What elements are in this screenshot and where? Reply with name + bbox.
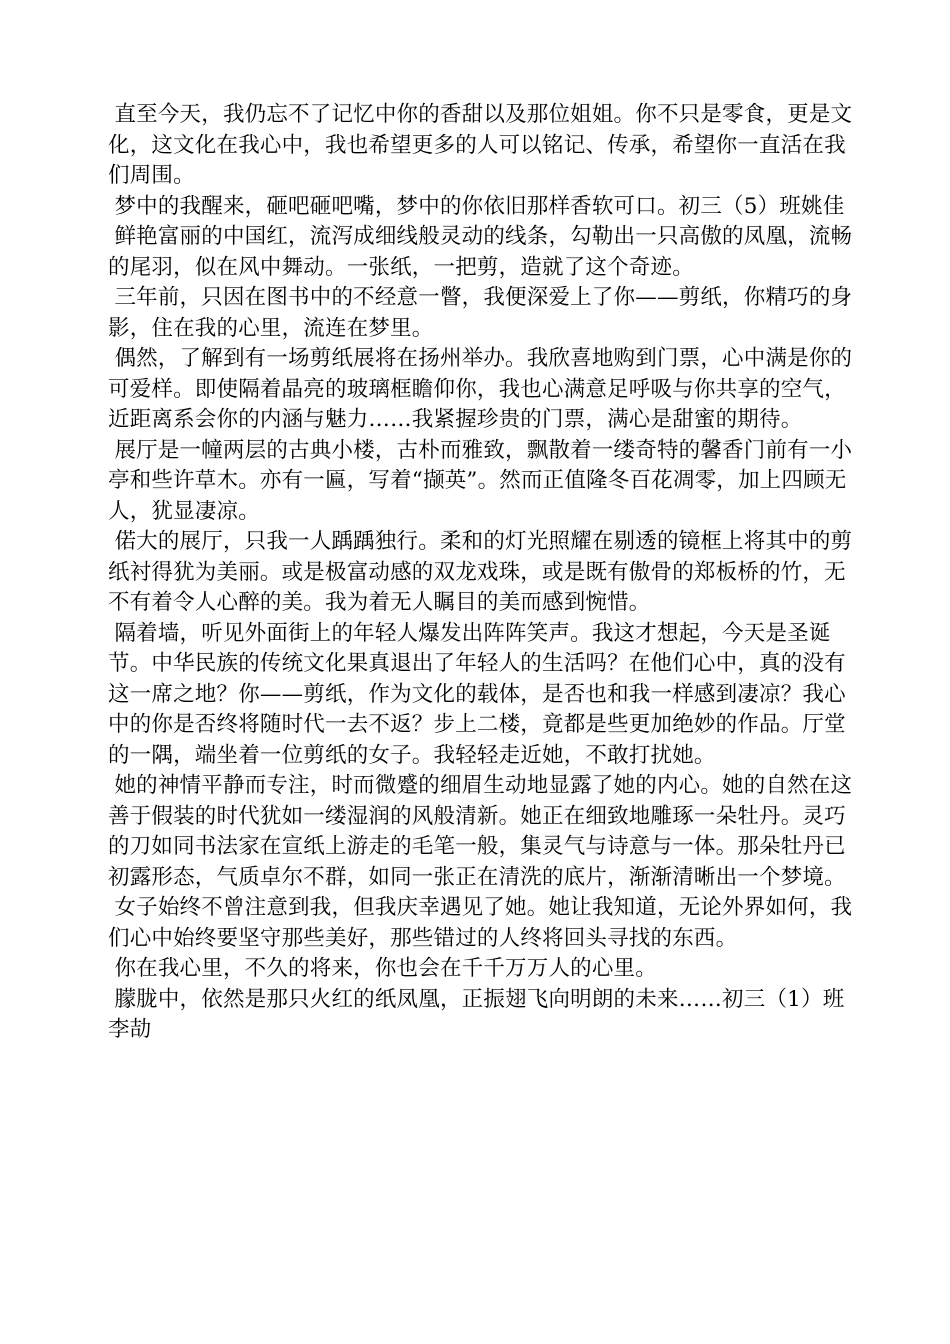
paragraph: 直至今天，我仍忘不了记忆中你的香甜以及那位姐姐。你不只是零食，更是文化，这文化在我心中，我也希望更多的人可以铭记、传承，希望你一直活在我们周围。 (108, 102, 853, 188)
paragraph: 她的神情平静而专注，时而微蹙的细眉生动地显露了她的内心。她的自然在这善于假装的时代犹如一缕湿润的风般清新。她正在细致地雕琢一朵牡丹。灵巧的刀如同书法家在宣纸上游走的毛笔一般，集灵气与诗意与一体。那朵牡丹已初露形态，气质卓尔不群，如同一张正在清洗的底片，渐渐清晰出一个梦境。 (108, 773, 853, 890)
paragraph: 偶然，了解到有一场剪纸展将在扬州举办。我欣喜地购到门票，心中满是你的可爱样。即使隔着晶亮的玻璃框瞻仰你，我也心满意足呼吸与你共享的空气，近距离系会你的内涵与魅力……我紧握珍贵的门票，满心是甜蜜的期待。 (108, 346, 853, 432)
paragraph: 展厅是一幢两层的古典小楼，古朴而雅致，飘散着一缕奇特的馨香门前有一小亭和些许草木。亦有一匾，写着“撷英”。然而正值隆冬百花凋零，加上四顾无人，犹显凄凉。 (108, 437, 853, 524)
paragraph: 隔着墙，听见外面街上的年轻人爆发出阵阵笑声。我这才想起，今天是圣诞节。中华民族的传统文化果真退出了年轻人的生活吗？在他们心中，真的没有这一席之地？你——剪纸，作为文化的载体，是否也和我一样感到凄凉？我心中的你是否终将随时代一去不返？步上二楼，竟都是些更加绝妙的作品。厅堂的一隅，端坐着一位剪纸的女子。我轻轻走近她，不敢打扰她。 (108, 620, 846, 768)
paragraph: 你在我心里，不久的将来，你也会在千千万万人的心里。 (114, 956, 657, 981)
paragraph: 梦中的我醒来，砸吧砸吧嘴，梦中的你依旧那样香软可口。初三（5）班姚佳 (114, 193, 845, 219)
paragraph: 偌大的展厅，只我一人踽踽独行。柔和的灯光照耀在剔透的镜框上将其中的剪纸衬得犹为美丽。或是极富动感的双龙戏珠，或是既有傲骨的郑板桥的竹，无不有着令人心醉的美。我为着无人瞩目的美而感到惋惜。 (108, 529, 853, 615)
document-body (108, 100, 858, 1046)
paragraph: 鲜艳富丽的中国红，流泻成细线般灵动的线条，勾勒出一只高傲的凤凰，流畅的尾羽，似在风中舞动。一张纸，一把剪，造就了这个奇迹。 (108, 224, 853, 280)
paragraph: 女子始终不曾注意到我，但我庆幸遇见了她。她让我知道，无论外界如何，我们心中始终要坚守那些美好，那些错过的人终将回头寻找的东西。 (108, 895, 853, 951)
paragraph: 三年前，只因在图书中的不经意一瞥，我便深爱上了你——剪纸，你精巧的身影，住在我的心里，流连在梦里。 (108, 285, 853, 341)
paragraph: 朦胧中，依然是那只火红的纸凤凰，正振翅飞向明朗的未来……初三（1）班李劼 (108, 986, 845, 1042)
